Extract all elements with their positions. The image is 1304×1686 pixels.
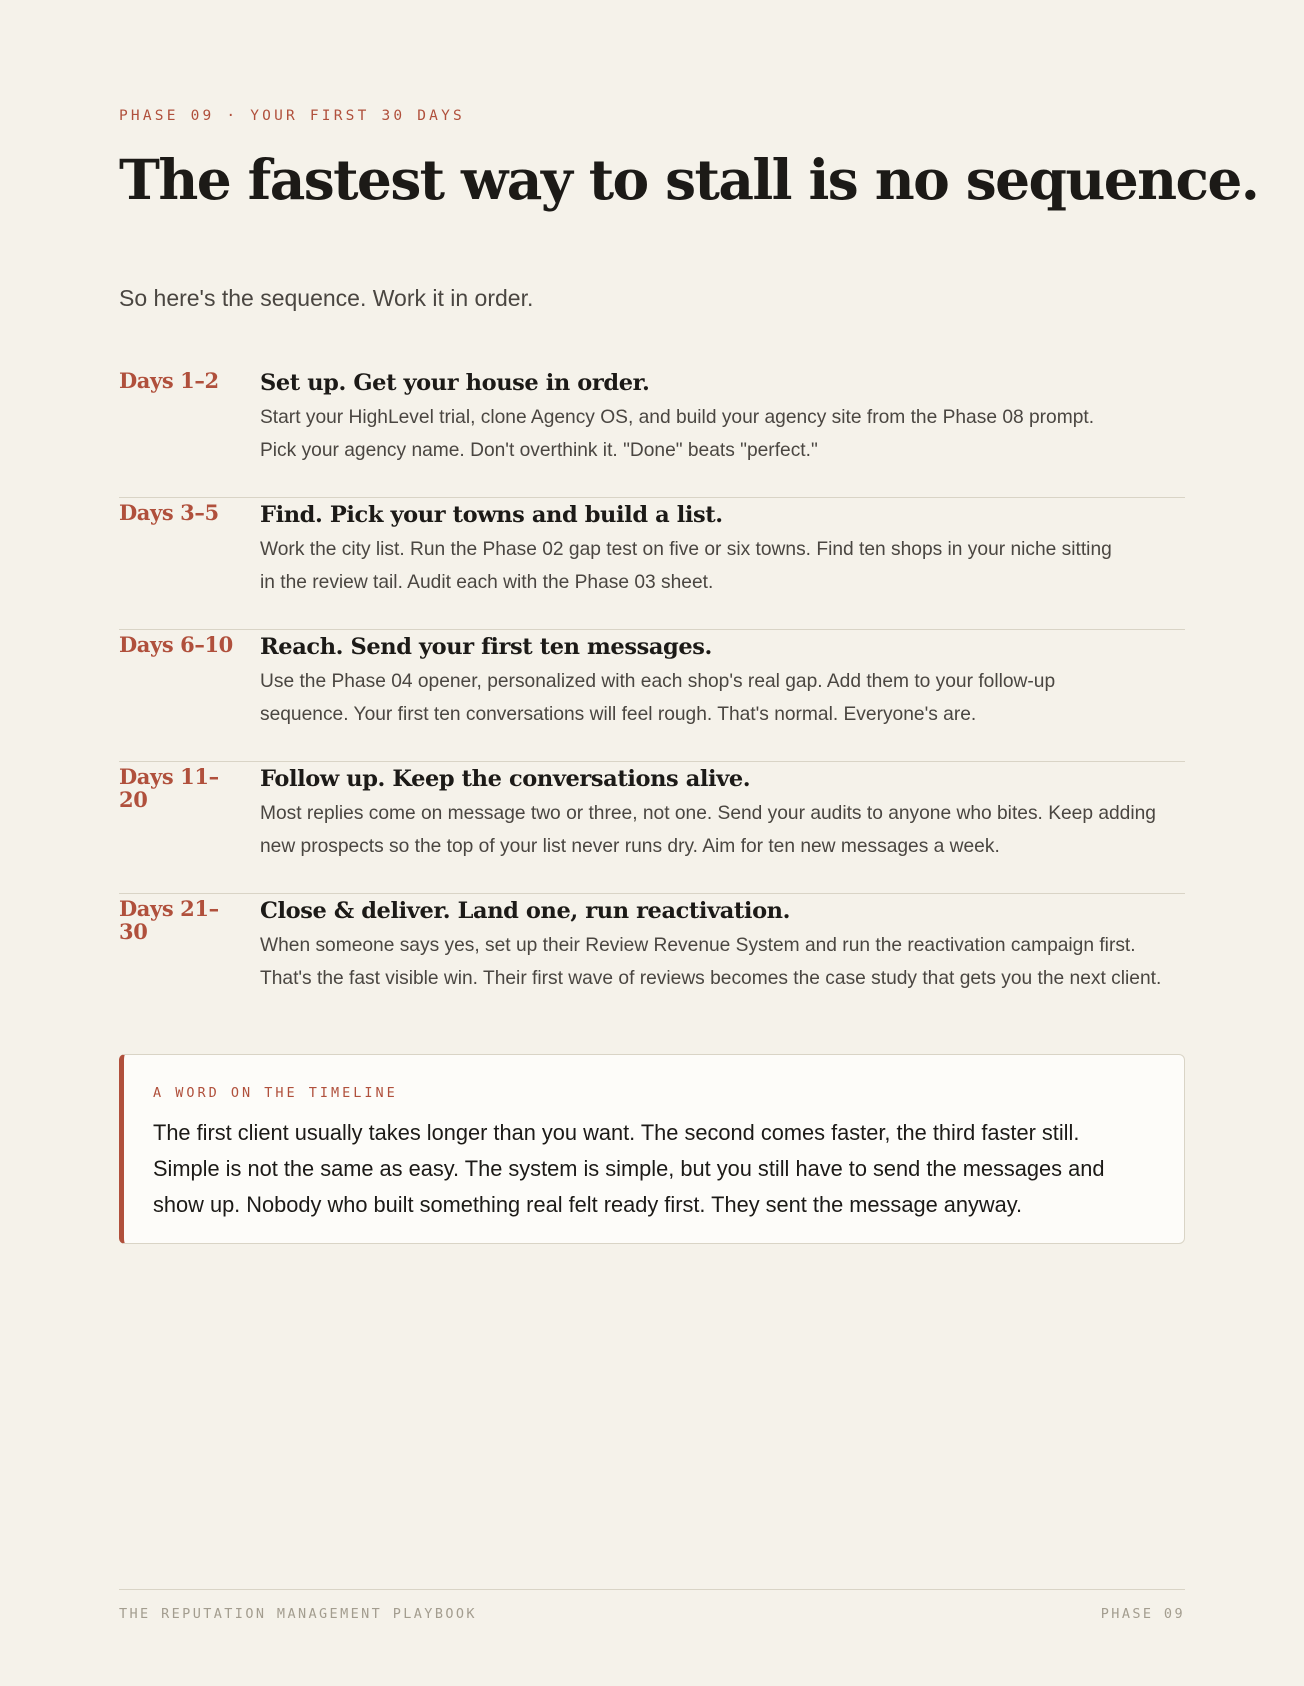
step-days: Days 1–2 bbox=[119, 368, 219, 393]
step-body-line: Start your HighLevel trial, clone Agency OS, and build your agency site from the Phase 08 prompt. bbox=[260, 407, 1095, 428]
step-body-line: Most replies come on message two or three, not one. Send your audits to anyone who bites. Keep adding bbox=[260, 803, 1156, 824]
footer-phase-label: PHASE 09 bbox=[1100, 1606, 1185, 1622]
step-body-line: Pick your agency name. Don't overthink it. "Done" beats "perfect." bbox=[260, 439, 818, 461]
phase-eyebrow: PHASE 09 · YOUR FIRST 30 DAYS bbox=[119, 108, 465, 124]
step-body bbox=[260, 798, 1250, 863]
timeline-step bbox=[119, 498, 1185, 630]
step-body-line: in the review tail. Audit each with the Phase 03 sheet. bbox=[260, 571, 714, 593]
step-days: Days 6–10 bbox=[119, 632, 233, 657]
timeline-step bbox=[119, 762, 1185, 894]
step-days: Days 21–30 bbox=[119, 896, 219, 944]
timeline-step bbox=[119, 894, 1185, 1026]
page-title: The fastest way to stall is no sequence. bbox=[119, 147, 1259, 212]
timeline-step bbox=[119, 366, 1185, 498]
step-body-line: Work the city list. Run the Phase 02 gap test on five or six towns. Find ten shops in your niche sitting bbox=[260, 539, 1112, 560]
step-body bbox=[260, 534, 1250, 599]
timeline bbox=[119, 366, 1185, 1026]
step-body-line: When someone says yes, set up their Review Revenue System and run the reactivation campaign first. bbox=[260, 935, 1136, 956]
step-title: Set up. Get your house in order. bbox=[260, 370, 650, 396]
step-body-line: new prospects so the top of your list never runs dry. Aim for ten new messages a week. bbox=[260, 835, 1000, 857]
callout-label: A WORD ON THE TIMELINE bbox=[153, 1085, 398, 1101]
callout-line: Simple is not the same as easy. The system is simple, but you still have to send the messages and bbox=[153, 1156, 1105, 1181]
step-title: Find. Pick your towns and build a list. bbox=[260, 502, 723, 528]
callout-line: show up. Nobody who built something real felt ready first. They sent the message anyway. bbox=[153, 1192, 1023, 1217]
step-title: Follow up. Keep the conversations alive. bbox=[260, 766, 751, 792]
callout-body bbox=[153, 1115, 1104, 1223]
step-body bbox=[260, 402, 1250, 467]
intro-text: So here's the sequence. Work it in order. bbox=[119, 285, 534, 311]
step-body-line: Use the Phase 04 opener, personalized with each shop's real gap. Add them to your follow-up bbox=[260, 671, 1056, 692]
step-title: Close & deliver. Land one, run reactivation. bbox=[260, 898, 791, 924]
step-title: Reach. Send your first ten messages. bbox=[260, 634, 712, 660]
timeline-step bbox=[119, 630, 1185, 762]
footer-divider bbox=[119, 1589, 1185, 1590]
callout-line: The first client usually takes longer than you want. The second comes faster, the third faster still. bbox=[153, 1120, 1080, 1145]
step-days: Days 3–5 bbox=[119, 500, 219, 525]
timeline-callout bbox=[119, 1054, 1185, 1244]
step-body bbox=[260, 666, 1250, 731]
step-days: Days 11–20 bbox=[119, 764, 219, 812]
step-body-line: That's the fast visible win. Their first wave of reviews becomes the case study that gets you the next client. bbox=[260, 967, 1162, 989]
step-body-line: sequence. Your first ten conversations will feel rough. That's normal. Everyone's are. bbox=[260, 703, 977, 725]
step-body bbox=[260, 930, 1250, 995]
footer-book-title: THE REPUTATION MANAGEMENT PLAYBOOK bbox=[119, 1606, 477, 1622]
